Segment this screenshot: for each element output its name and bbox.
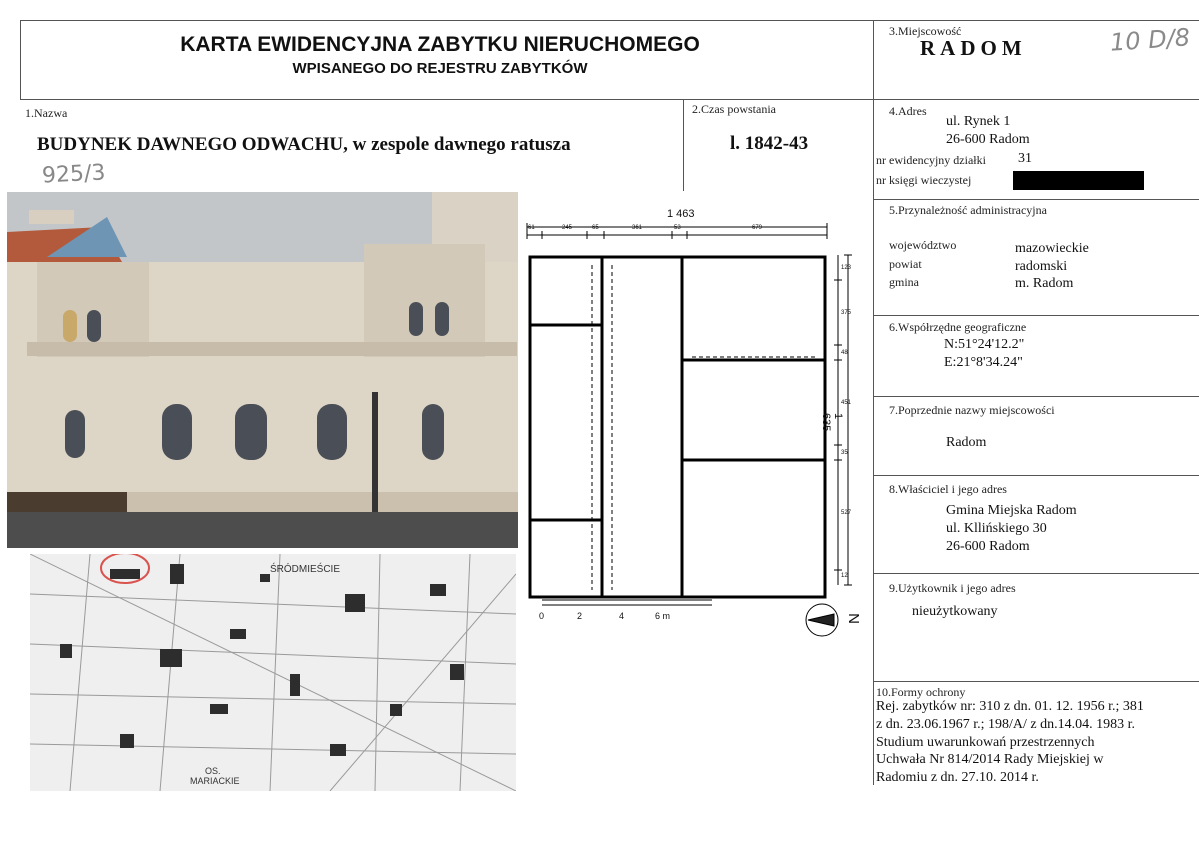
protection-line1: Rej. zabytków nr: 310 z dn. 01. 12. 1956 r.; 381 bbox=[876, 699, 1144, 714]
floor-plan bbox=[522, 205, 867, 640]
monument-name: BUDYNEK DAWNEGO ODWACHU, w zespole dawnego ratusza bbox=[37, 134, 571, 155]
row-divider-10 bbox=[873, 681, 1199, 682]
field5-label: 5.Przynależność administracyjna bbox=[889, 203, 1047, 217]
protection-line4: Uchwała Nr 814/2014 Rady Miejskiej w bbox=[876, 752, 1104, 767]
map-label-os: OS. bbox=[205, 766, 221, 776]
scale-tick-6: 6 m bbox=[655, 611, 671, 621]
commune-label: gmina bbox=[889, 275, 919, 289]
field6-label: 6.Współrzędne geograficzne bbox=[889, 320, 1027, 334]
row-divider-5 bbox=[873, 199, 1199, 200]
land-register-label: nr księgi wieczystej bbox=[876, 173, 972, 187]
address-postal: 26-600 Radom bbox=[946, 132, 1030, 147]
map-label-mariackie: MARIACKIE bbox=[190, 776, 240, 786]
plan-height-dim: 1 635 bbox=[820, 413, 844, 432]
field3-label: 3.Miejscowość bbox=[889, 24, 962, 38]
field1-label: 1.Nazwa bbox=[25, 106, 68, 120]
north-arrow-icon: N bbox=[844, 613, 862, 624]
row-divider-8 bbox=[873, 475, 1199, 476]
plan-side-dim: 375 bbox=[841, 310, 852, 316]
latitude: N:51°24'12.2" bbox=[944, 337, 1025, 352]
scale-tick-0: 0 bbox=[539, 611, 545, 621]
row-divider-7 bbox=[873, 396, 1199, 397]
plan-side-dim: 48 bbox=[841, 350, 848, 356]
owner-line1: Gmina Miejska Radom bbox=[946, 503, 1077, 518]
plan-top-dim: 679 bbox=[752, 225, 763, 231]
row-divider-6 bbox=[873, 315, 1199, 316]
plan-side-dim: 527 bbox=[841, 510, 852, 516]
row-divider-9 bbox=[873, 573, 1199, 574]
card-subtitle: WPISANEGO DO REJESTRU ZABYTKÓW bbox=[292, 60, 588, 77]
handwritten-id: 10 D/8 bbox=[1109, 23, 1191, 57]
scale-tick-4: 4 bbox=[619, 611, 625, 621]
plot-label: nr ewidencyjny działki bbox=[876, 153, 986, 167]
voivodeship-label: województwo bbox=[889, 238, 957, 252]
town-value: RADOM bbox=[920, 36, 1027, 60]
address-street: ul. Rynek 1 bbox=[946, 114, 1011, 129]
field9-label: 9.Użytkownik i jego adres bbox=[889, 581, 1016, 595]
date-divider bbox=[683, 99, 684, 191]
map-label-srodmiescie: ŚRÓDMIEŚCIE bbox=[270, 564, 341, 575]
longitude: E:21°8'34.24" bbox=[944, 355, 1023, 370]
plan-side-dim: 12 bbox=[841, 573, 848, 579]
owner-line2: ul. Kllińskiego 30 bbox=[946, 521, 1047, 536]
right-column-divider bbox=[873, 20, 874, 785]
card-title: KARTA EWIDENCYJNA ZABYTKU NIERUCHOMEGO bbox=[180, 33, 700, 56]
top-border bbox=[20, 20, 1199, 21]
redacted-block bbox=[1013, 171, 1144, 190]
protection-line5: Radomiu z dn. 27.10. 2014 r. bbox=[876, 770, 1039, 785]
field7-label: 7.Poprzednie nazwy miejscowości bbox=[889, 403, 1055, 417]
county-value: radomski bbox=[1015, 259, 1068, 274]
protection-line3: Studium uwarunkowań przestrzennych bbox=[876, 735, 1095, 750]
owner-line3: 26-600 Radom bbox=[946, 539, 1030, 554]
field10-label: 10.Formy ochrony bbox=[876, 685, 966, 699]
building-photo bbox=[7, 192, 518, 548]
voivodeship-value: mazowieckie bbox=[1015, 241, 1089, 256]
plan-top-dim: 361 bbox=[632, 225, 643, 231]
previous-names: Radom bbox=[946, 435, 987, 450]
field4-label: 4.Adres bbox=[889, 104, 927, 118]
header-divider bbox=[20, 99, 1199, 100]
plan-side-dim: 123 bbox=[841, 265, 852, 271]
plan-top-dim: 65 bbox=[592, 225, 599, 231]
field8-label: 8.Właściciel i jego adres bbox=[889, 482, 1007, 496]
left-border bbox=[20, 20, 21, 100]
plan-side-dim: 451 bbox=[841, 400, 852, 406]
plan-top-dim: 61 bbox=[528, 225, 535, 231]
plan-side-dim: 35 bbox=[841, 450, 848, 456]
plan-top-dim: 53 bbox=[674, 225, 681, 231]
location-map bbox=[30, 554, 516, 791]
plan-width-dim: 1 463 bbox=[667, 208, 695, 220]
handwritten-note: 925/3 bbox=[41, 160, 107, 189]
commune-value: m. Radom bbox=[1015, 276, 1074, 291]
scale-tick-2: 2 bbox=[577, 611, 583, 621]
protection-line2: z dn. 23.06.1967 r.; 198/A/ z dn.14.04. 1983 r. bbox=[876, 717, 1135, 732]
plot-value: 31 bbox=[1018, 151, 1032, 166]
county-label: powiat bbox=[889, 257, 922, 271]
user-value: nieużytkowany bbox=[912, 604, 998, 619]
plan-top-dim: 245 bbox=[562, 225, 573, 231]
field2-label: 2.Czas powstania bbox=[692, 102, 776, 116]
construction-date: l. 1842-43 bbox=[730, 133, 809, 154]
